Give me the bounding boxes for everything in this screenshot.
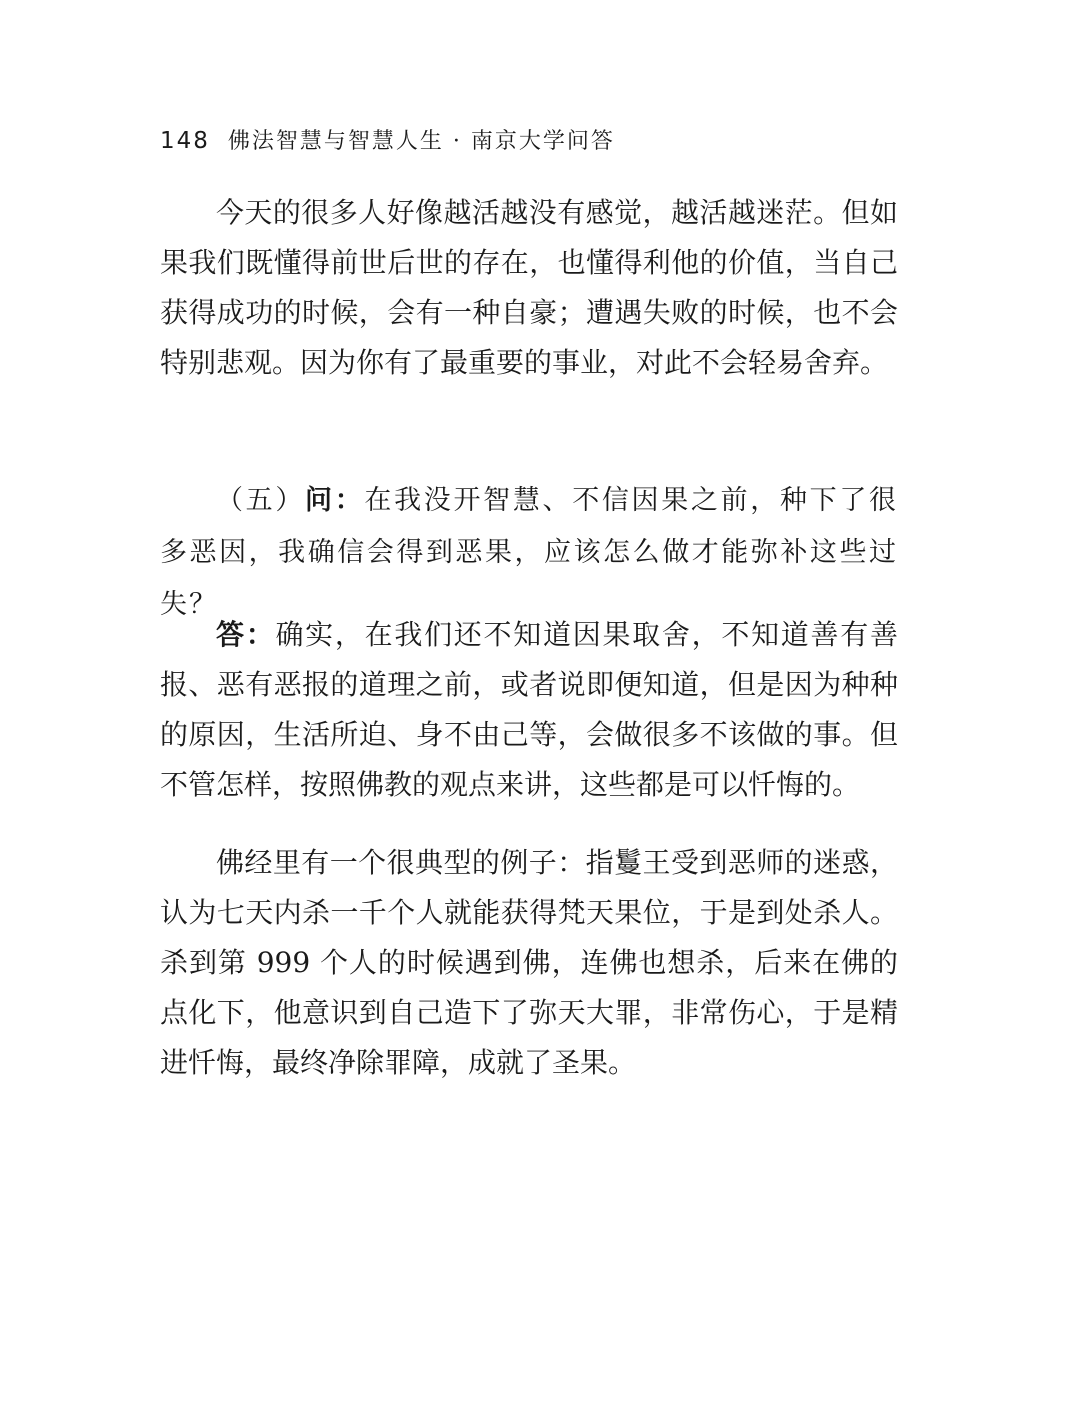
answer-label: 答：	[216, 618, 276, 651]
book-title: 佛法智慧与智慧人生 · 南京大学问答	[227, 129, 615, 154]
page-number: 148	[160, 128, 210, 154]
question-label: 问：	[305, 485, 365, 516]
answer-text: 确实，在我们还不知道因果取舍，不知道善有善报、恶有恶报的道理之前，或者说即便知道，但是因为种种的原因，生活所迫、身不由己等，会做很多不该做的事。但不管怎样，按照佛教的观点来讲，这些都是可以忏悔的。	[160, 618, 898, 801]
answer-block	[160, 610, 898, 810]
question-number: （五）	[216, 485, 306, 516]
question-block	[160, 475, 898, 631]
running-header	[160, 124, 900, 158]
paragraph-example: 佛经里有一个很典型的例子：指鬘王受到恶师的迷惑，认为七天内杀一千个人就能获得梵天果位，于是到处杀人。杀到第 999 个人的时候遇到佛，连佛也想杀，后来在佛的点化下，他意识到自己造下了弥天大罪，非常伤心，于是精进忏悔，最终净除罪障，成就了圣果。	[160, 846, 898, 1079]
paragraph-intro: 今天的很多人好像越活越没有感觉，越活越迷茫。但如果我们既懂得前世后世的存在，也懂得利他的价值，当自己获得成功的时候，会有一种自豪；遭遇失败的时候，也不会特别悲观。因为你有了最重要的事业，对此不会轻易舍弃。	[160, 196, 898, 379]
question-text: 在我没开智慧、不信因果之前，种下了很多恶因，我确信会得到恶果，应该怎么做才能弥补这些过失？	[160, 485, 899, 620]
